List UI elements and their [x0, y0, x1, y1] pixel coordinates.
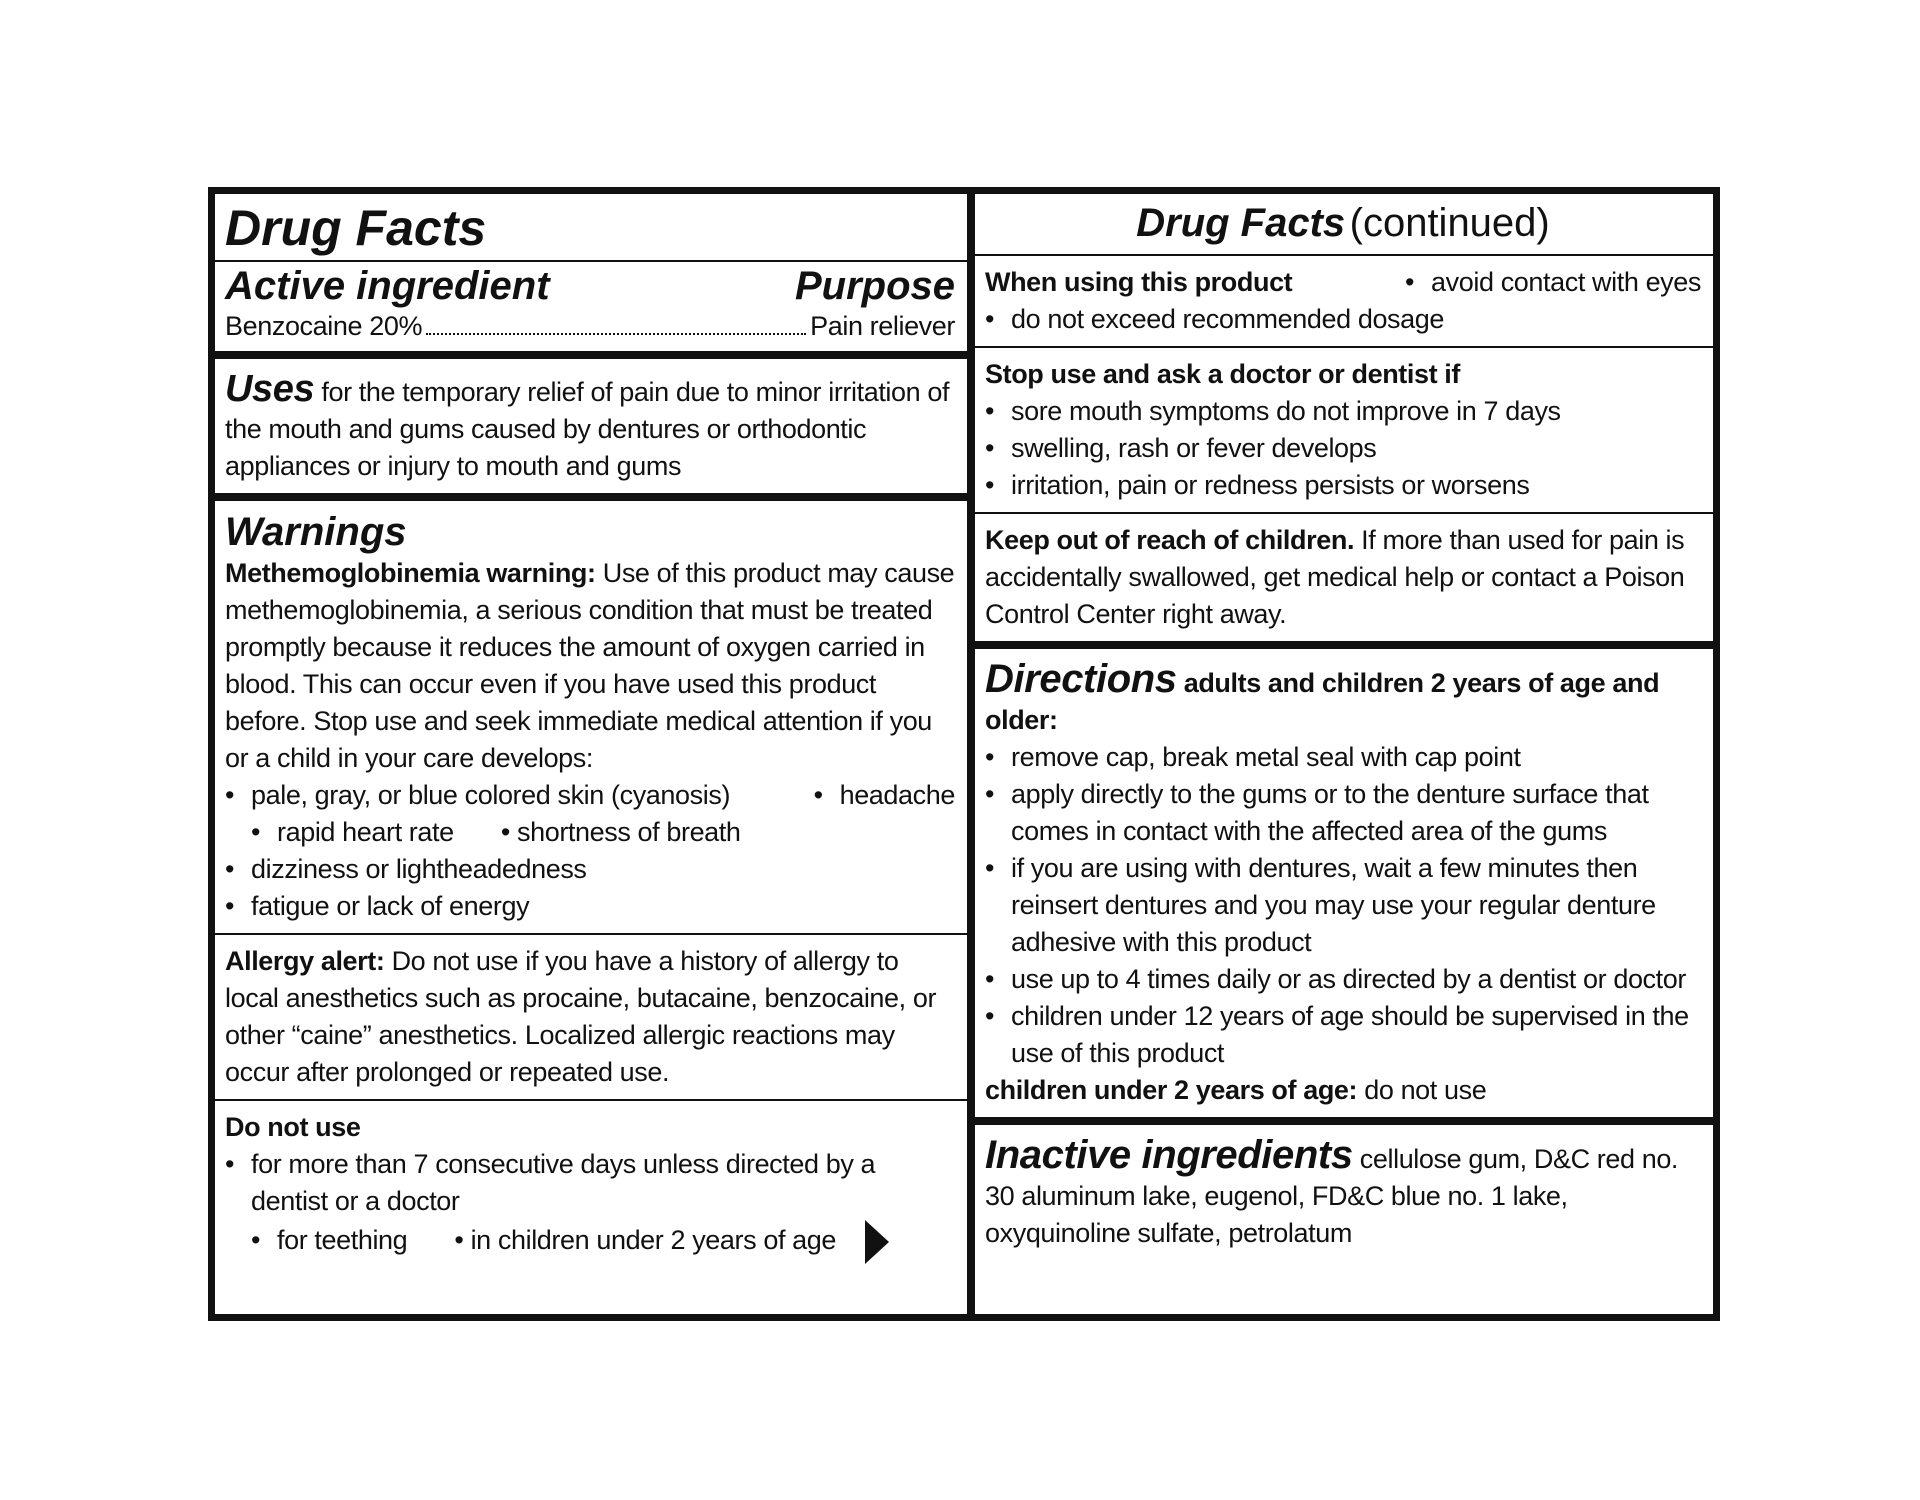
- directions-item: • children under 12 years of age should be supervised in the use of this product: [985, 998, 1701, 1072]
- symptom-dizziness: • dizziness or lightheadedness: [225, 851, 955, 888]
- symptom-shortness-of-breath: • shortness of breath: [501, 817, 741, 847]
- stop-use-heading: Stop use and ask a doctor or dentist if: [985, 359, 1460, 389]
- allergy-alert-section: [215, 933, 967, 1099]
- do-not-use-section: [215, 1099, 967, 1314]
- inactive-ingredients-text: cellulose gum, D&C red no. 30 aluminum lake, eugenol, FD&C blue no. 1 lake, oxyquinoline sulfate, petrolatum: [985, 1144, 1679, 1248]
- symptom-headache: • headache: [814, 777, 955, 814]
- purpose-heading: Purpose: [794, 264, 955, 308]
- allergy-alert-text: Do not use if you have a history of allergy to local anesthetics such as procaine, butacaine, benzocaine, or other “caine” anesthetics. Localized allergic reactions may occur after prolonged or repeated use.: [225, 946, 937, 1087]
- continued-title-section: [975, 194, 1713, 254]
- do-not-use-teething: • for teething: [225, 1225, 407, 1255]
- directions-item: • apply directly to the gums or to the denture surface that comes in contact with the affected area of the gums: [985, 776, 1701, 850]
- stop-use-item: • irritation, pain or redness persists or worsens: [985, 467, 1701, 504]
- when-using-item-1: • avoid contact with eyes: [1405, 264, 1701, 301]
- left-column: [215, 194, 967, 1314]
- warnings-section: [215, 493, 967, 933]
- active-ingredient-heading: Active ingredient: [225, 264, 550, 308]
- uses-text: for the temporary relief of pain due to minor irritation of the mouth and gums caused by dentures or orthodontic appliances or injury to mouth and gums: [225, 377, 950, 481]
- inactive-ingredients-heading: Inactive ingredients: [985, 1133, 1353, 1177]
- under-two-text: do not use: [1364, 1075, 1487, 1105]
- when-using-section: [975, 254, 1713, 346]
- warnings-heading: Warnings: [225, 510, 407, 554]
- continued-title-bold: Drug Facts: [1136, 201, 1346, 245]
- column-divider: [967, 194, 975, 1314]
- do-not-use-heading: Do not use: [225, 1112, 361, 1142]
- right-column: [975, 194, 1713, 1314]
- directions-item: • remove cap, break metal seal with cap point: [985, 739, 1701, 776]
- stop-use-item: • sore mouth symptoms do not improve in 7 days: [985, 393, 1701, 430]
- keep-out-section: [975, 512, 1713, 641]
- leader-dots: [426, 333, 806, 335]
- symptoms-row-1: [225, 777, 955, 814]
- uses-section: [215, 351, 967, 493]
- directions-section: [975, 641, 1713, 1117]
- active-ingredient-value: Benzocaine 20%: [225, 311, 423, 341]
- uses-heading: Uses: [225, 368, 315, 410]
- keep-out-text: If more than used for pain is accidentally swallowed, get medical help or contact a Poison Control Center right away.: [985, 525, 1685, 629]
- active-ingredient-section: [215, 260, 967, 351]
- under-two-label: children under 2 years of age:: [985, 1075, 1358, 1105]
- directions-heading: Directions: [985, 657, 1177, 701]
- directions-intro: adults and children 2 years of age and older:: [985, 668, 1660, 735]
- directions-item: • if you are using with dentures, wait a few minutes then reinsert dentures and you may use your regular denture adhesive with this product: [985, 850, 1701, 961]
- continued-title-rest: (continued): [1349, 201, 1550, 245]
- methemoglobinemia-text: Use of this product may cause methemoglobinemia, a serious condition that must be treated promptly because it reduces the amount of oxygen carried in blood. This can occur even if you have used this product before. Stop use and seek immediate medical attention if you or a child in your care develops:: [225, 558, 955, 773]
- keep-out-label: Keep out of reach of children.: [985, 525, 1355, 555]
- when-using-item-2: • do not exceed recommended dosage: [985, 301, 1701, 338]
- purpose-value: Pain reliever: [810, 311, 955, 341]
- methemoglobinemia-label: Methemoglobinemia warning:: [225, 558, 596, 588]
- inactive-ingredients-section: [975, 1117, 1713, 1314]
- drug-facts-label: [208, 187, 1720, 1321]
- symptom-fatigue: • fatigue or lack of energy: [225, 888, 955, 925]
- do-not-use-item-1: • for more than 7 consecutive days unless directed by a dentist or a doctor: [225, 1146, 955, 1220]
- drug-facts-title: Drug Facts: [225, 200, 487, 256]
- stop-use-item: • swelling, rash or fever develops: [985, 430, 1701, 467]
- continue-arrow-icon: [865, 1220, 889, 1264]
- symptom-rapid-heart-rate: • rapid heart rate: [225, 817, 454, 847]
- do-not-use-item-2: [225, 1220, 955, 1264]
- do-not-use-children: • in children under 2 years of age: [454, 1225, 836, 1255]
- drug-facts-title-section: [215, 194, 967, 260]
- symptom-cyanosis: • pale, gray, or blue colored skin (cyanosis): [225, 777, 730, 814]
- allergy-alert-label: Allergy alert:: [225, 946, 385, 976]
- stop-use-section: [975, 346, 1713, 512]
- symptoms-row-2: [225, 814, 955, 851]
- directions-item: • use up to 4 times daily or as directed by a dentist or doctor: [985, 961, 1701, 998]
- when-using-label: When using this product: [985, 267, 1293, 297]
